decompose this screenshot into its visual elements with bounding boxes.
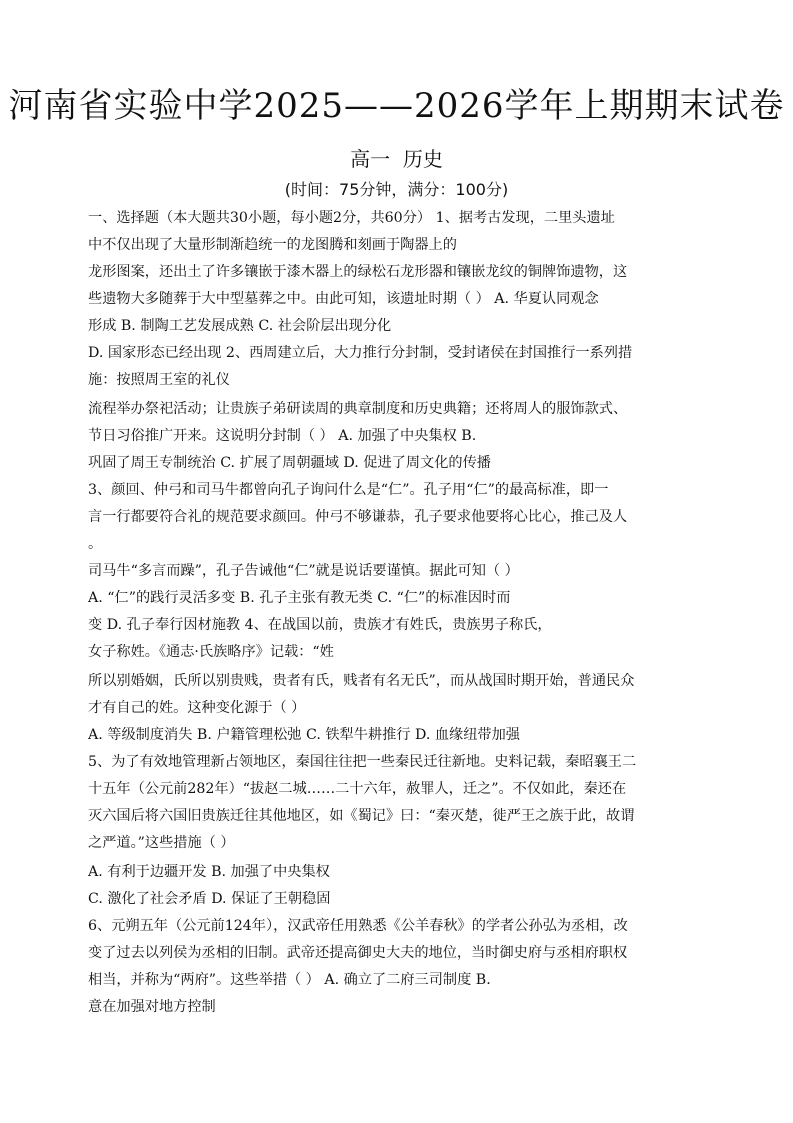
text-line: 才有自己的姓。这种变化源于（ ） (88, 700, 306, 716)
text-line: 言一行都要符合礼的规范要求颜回。仲弓不够谦恭，孔子要求他要将心比心，推己及人 (88, 509, 628, 525)
text-line: A. “仁”的践行灵活多变 B. 孔子主张有教无类 C. “仁”的标准因时而 (88, 590, 511, 606)
exam-title: 河南省实验中学2025——2026学年上期期末试卷 (8, 86, 785, 126)
text-line: 相当，并称为“两府”。这些举措（ ） A. 确立了二府三司制度 B. (88, 972, 491, 988)
text-line: 十五年（公元前282年）“拔赵二城……二十六年，赦罪人，迁之”。不仅如此，秦还在 (88, 781, 627, 797)
text-line: A. 有利于边疆开发 B. 加强了中央集权 (88, 864, 330, 880)
text-line: 施：按照周王室的礼仪 (88, 372, 230, 388)
text-line: 形成 B. 制陶工艺发展成熟 C. 社会阶层出现分化 (88, 318, 392, 334)
text-line: 司马牛“多言而躁”，孔子告诫他“仁”就是说话要谨慎。据此可知（ ） (88, 563, 519, 579)
text-line: 之严道。”这些措施（ ） (88, 835, 235, 851)
text-line: 所以别婚姻，氏所以别贵贱，贵者有氏，贱者有名无氏”，而从战国时期开始，普通民众 (88, 673, 635, 689)
text-line: 节日习俗推广开来。这说明分封制（ ） A. 加强了中央集权 B. (88, 428, 477, 444)
exam-subtitle: 高一 历史 (350, 147, 443, 171)
text-line: 些遗物大多随葬于大中型墓葬之中。由此可知，该遗址时期（ ） A. 华夏认同观念 (88, 291, 599, 307)
text-line: 6、元朔五年（公元前124年），汉武帝任用熟悉《公羊春秋》的学者公孙弘为丞相，改 (88, 918, 628, 934)
text-line: 意在加强对地方控制 (88, 999, 216, 1015)
text-line: C. 激化了社会矛盾 D. 保证了王朝稳固 (88, 891, 331, 907)
text-line: 5、为了有效地管理新占领地区，秦国往往把一些秦民迁往新地。史料记载，秦昭襄王二 (88, 754, 637, 770)
text-line: 。 (88, 536, 103, 552)
text-line: 巩固了周王专制统治 C. 扩展了周朝疆域 D. 促进了周文化的传播 (88, 455, 491, 471)
text-line: 流程举办祭祀活动；让贵族子弟研读周的典章制度和历史典籍；还将周人的服饰款式、 (88, 401, 628, 417)
text-line: A. 等级制度消失 B. 户籍管理松弛 C. 铁犁牛耕推行 D. 血缘纽带加强 (88, 727, 520, 743)
text-line: 变 D. 孔子奉行因材施教 4、在战国以前，贵族才有姓氏，贵族男子称氏， (88, 617, 552, 633)
text-line: 一、选择题（本大题共30小题，每小题2分，共60分） 1、据考古发现，二里头遗址 (88, 210, 615, 226)
exam-time-info: (时间：75分钟，满分：100分) (284, 180, 509, 199)
text-line: D. 国家形态已经出现 2、西周建立后，大力推行分封制，受封诸侯在封国推行一系列措 (88, 345, 633, 361)
text-line: 变了过去以列侯为丞相的旧制。武帝还提高御史大夫的地位，当时御史府与丞相府职权 (88, 945, 628, 961)
text-line: 灭六国后将六国旧贵族迁往其他地区，如《蜀记》曰：“秦灭楚，徙严王之族于此，故谓 (88, 808, 635, 824)
text-line: 龙形图案，还出土了许多镶嵌于漆木器上的绿松石龙形器和镶嵌龙纹的铜牌饰遗物，这 (88, 264, 628, 280)
text-line: 3、颜回、仲弓和司马牛都曾向孔子询问什么是“仁”。孔子用“仁”的最高标准，即一 (88, 482, 609, 498)
text-line: 中不仅出现了大量形制渐趋统一的龙图腾和刻画于陶器上的 (88, 237, 457, 253)
text-line: 女子称姓。《通志·氏族略序》记载：“姓 (88, 644, 334, 660)
